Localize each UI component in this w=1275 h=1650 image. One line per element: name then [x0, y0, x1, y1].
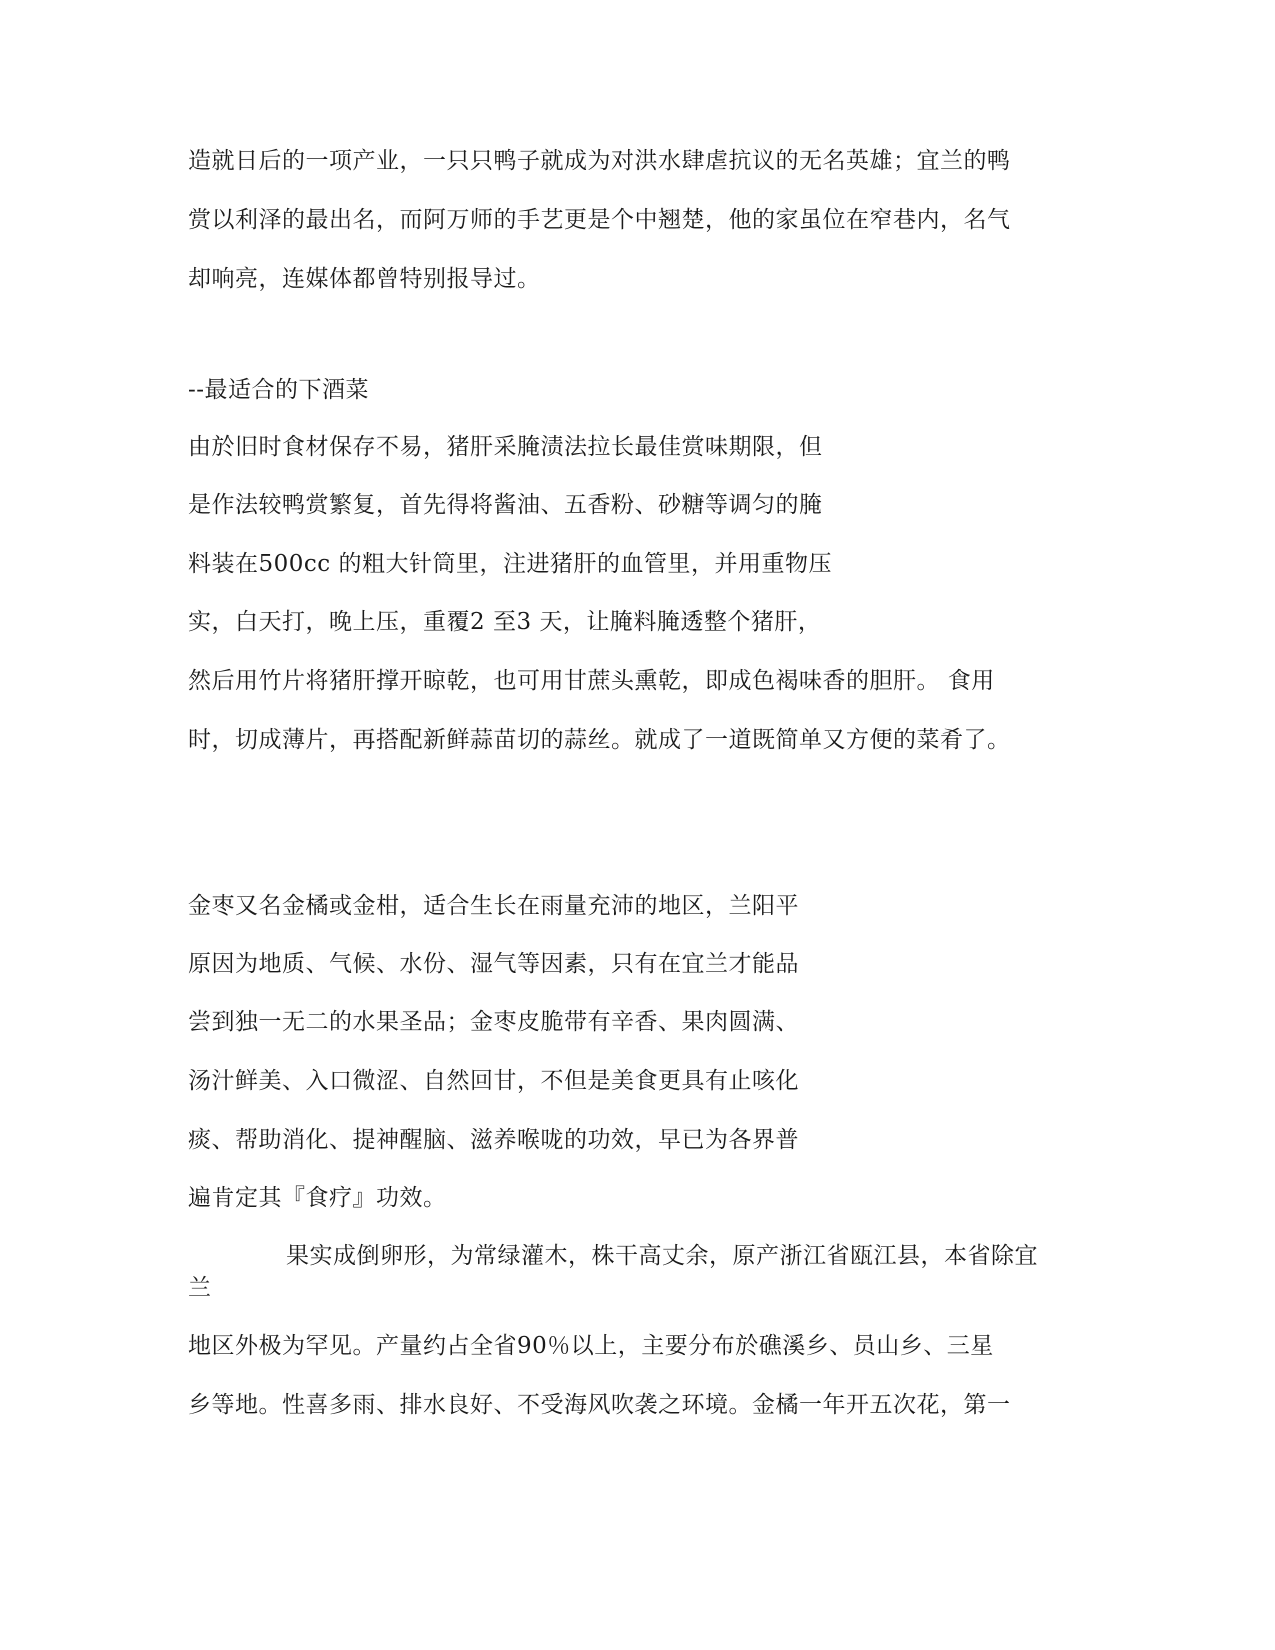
paragraph-line: 实，白天打，晚上压，重覆2 至3 天，让腌料腌透整个猪肝， — [188, 609, 822, 635]
paragraph-line: 赏以利泽的最出名，而阿万师的手艺更是个中翘楚，他的家虽位在窄巷内，名气 — [188, 207, 1011, 233]
paragraph-line: 汤汁鲜美、入口微涩、自然回甘，不但是美食更具有止咳化 — [188, 1068, 799, 1094]
paragraph-line: 乡等地。性喜多雨、排水良好、不受海风吹袭之环境。金橘一年开五次花，第一 — [188, 1392, 1011, 1418]
paragraph-line: 时，切成薄片，再搭配新鲜蒜苗切的蒜丝。就成了一道既简单又方便的菜肴了。 — [188, 727, 1011, 753]
paragraph-line: 料装在500cc 的粗大针筒里，注进猪肝的血管里，并用重物压 — [188, 551, 832, 577]
paragraph-line: 地区外极为罕见。产量约占全省90％以上，主要分布於礁溪乡、员山乡、三星 — [188, 1333, 994, 1359]
paragraph-line: 由於旧时食材保存不易，猪肝采腌渍法拉长最佳赏味期限，但 — [188, 434, 823, 460]
section-heading: --最适合的下酒菜 — [188, 377, 370, 403]
paragraph-line: 果实成倒卵形，为常绿灌木，株干高丈余，原产浙江省瓯江县，本省除宜 — [286, 1243, 1038, 1269]
paragraph-line: 却响亮，连媒体都曾特别报导过。 — [188, 266, 541, 292]
paragraph-line: 痰、帮助消化、提神醒脑、滋养喉咙的功效，早已为各界普 — [188, 1127, 799, 1153]
paragraph-line: 兰 — [188, 1275, 212, 1301]
paragraph-line: 造就日后的一项产业，一只只鸭子就成为对洪水肆虐抗议的无名英雄；宜兰的鸭 — [188, 148, 1011, 174]
paragraph-line: 是作法较鸭赏繁复，首先得将酱油、五香粉、砂糖等调匀的腌 — [188, 492, 823, 518]
paragraph-line: 金枣又名金橘或金柑，适合生长在雨量充沛的地区，兰阳平 — [188, 893, 799, 919]
paragraph-line: 原因为地质、气候、水份、湿气等因素，只有在宜兰才能品 — [188, 951, 799, 977]
paragraph-line: 尝到独一无二的水果圣品；金枣皮脆带有辛香、果肉圆满、 — [188, 1009, 799, 1035]
paragraph-line: 遍肯定其『食疗』功效。 — [188, 1185, 447, 1211]
paragraph-line: 然后用竹片将猪肝撑开晾乾，也可用甘蔗头熏乾，即成色褐味香的胆肝。 食用 — [188, 668, 995, 694]
